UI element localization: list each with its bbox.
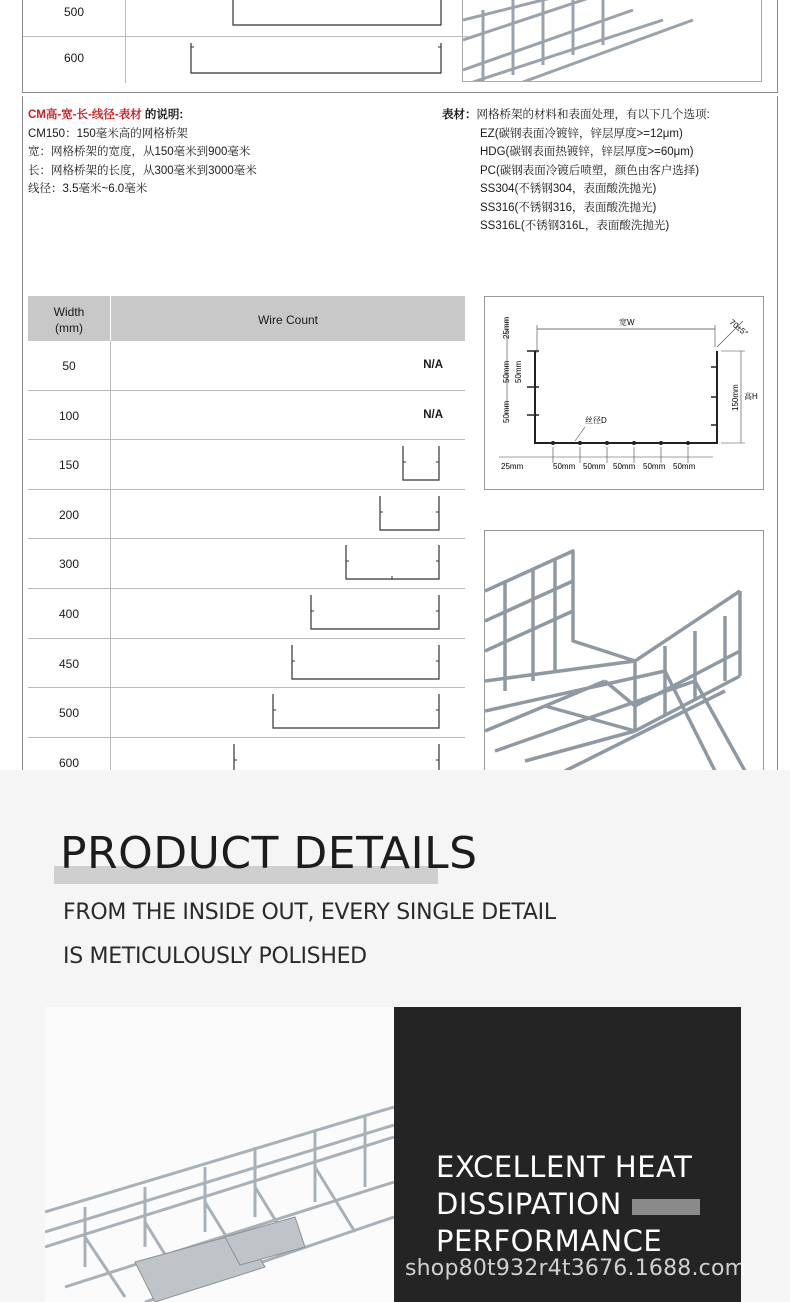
- detail-photo: [45, 1007, 394, 1302]
- mesh-tray-image: [484, 530, 764, 770]
- material-option: SS316L(不锈钢316L，表面酸洗抛光): [480, 220, 670, 232]
- note-line: 宽：网格桥架的宽度，从150毫米到900毫米: [28, 146, 251, 158]
- width-cell: 100: [58, 408, 80, 423]
- angle-label: 70±5°: [727, 317, 750, 338]
- dim-bottom-50mm: 50mm: [613, 462, 636, 471]
- width-cell: 300: [58, 557, 80, 572]
- wire-count-cell: N/A: [423, 408, 443, 421]
- tray-profile-200: [28, 490, 465, 538]
- code-heading: [28, 106, 257, 125]
- dim-bottom-25mm: 25mm: [501, 462, 524, 471]
- width-cell: 150: [58, 458, 80, 473]
- note-line: 长：网格桥架的长度，从300毫米到3000毫米: [28, 164, 257, 177]
- dim-150mm: 150mm: [731, 384, 740, 411]
- width-cell: 450: [58, 656, 80, 671]
- width-header: [28, 304, 110, 336]
- width-cell: 500: [58, 706, 80, 721]
- dim-bottom-50mm: 50mm: [643, 462, 666, 471]
- table-header: [28, 296, 465, 341]
- wire-count-cell: N/A: [423, 359, 443, 371]
- tray-profile-150: [28, 440, 465, 488]
- mesh-tray-image-top: [462, 0, 762, 82]
- tray-profile-450: [28, 639, 465, 687]
- dim-bottom-50mm: 50mm: [673, 462, 696, 471]
- note-line: CM150：150毫米高的网格桥架: [28, 127, 188, 140]
- note-line: 线径：3.5毫米~6.0毫米: [28, 183, 148, 195]
- height-label: 高H: [744, 392, 758, 401]
- feature-line-1: EXCELLENT HEAT: [436, 1150, 693, 1184]
- tray-profile-500: [28, 688, 465, 736]
- width-cell: 500: [63, 5, 85, 19]
- width-label: 宽W: [619, 318, 635, 327]
- width-header-unit: (mm): [55, 321, 83, 335]
- material-option: HDG(碳钢表面热镀锌，锌层厚度>=60μm): [480, 146, 694, 158]
- shop-watermark: shop80t932r4t3676.1688.com: [405, 1256, 747, 1281]
- material-label: 表材：: [442, 109, 477, 121]
- feature-line-2: DISSIPATION: [436, 1187, 622, 1221]
- table-row: [28, 391, 465, 441]
- table-row: [28, 539, 465, 589]
- material-option: SS316(不锈钢316，表面酸洗抛光): [480, 201, 657, 214]
- section-subtitle-line2: IS METICULOUSLY POLISHED: [63, 944, 367, 969]
- tray-profile-600: [28, 738, 465, 770]
- material-notes: [442, 106, 710, 232]
- width-cell: 600: [58, 755, 80, 770]
- code-notes: [28, 106, 257, 199]
- material-option: PC(碳钢表面冷镀后喷塑，颜色由客户选择): [480, 164, 700, 177]
- section-subtitle-line1: FROM THE INSIDE OUT, EVERY SINGLE DETAIL: [63, 900, 556, 925]
- dim-bottom-50mm: 50mm: [553, 462, 576, 471]
- dim-bottom-50mm: 50mm: [583, 462, 606, 471]
- width-spec-table: [28, 296, 465, 770]
- dimension-diagram: [484, 296, 764, 490]
- table-row: [28, 440, 465, 490]
- dim-50mm-c: 50mm: [502, 400, 511, 423]
- table-row: [23, 0, 468, 37]
- material-option: EZ(碳钢表面冷镀锌，锌层厚度>=12μm): [480, 127, 683, 140]
- table-row: [28, 639, 465, 689]
- table-row: [28, 341, 465, 391]
- code-label-suffix: 的说明:: [141, 109, 184, 121]
- wire-diameter-label: 丝径D: [585, 416, 607, 425]
- table-row: [28, 688, 465, 738]
- table-row: [28, 589, 465, 639]
- width-cell: 50: [62, 359, 76, 373]
- material-intro: 网格桥架的材料和表面处理，有以下几个选项:: [476, 109, 710, 121]
- width-cell: 600: [63, 51, 85, 65]
- dim-25mm-top: 25mm: [502, 316, 511, 339]
- tray-profile-400: [28, 589, 465, 637]
- width-cell: 400: [58, 606, 80, 621]
- material-option: SS304(不锈钢304，表面酸洗抛光): [480, 183, 657, 195]
- dim-50mm-a: 50mm: [502, 360, 511, 383]
- table-row: [23, 36, 468, 83]
- section-title: PRODUCT DETAILS: [60, 828, 478, 879]
- width-cell: 200: [58, 507, 80, 522]
- table-row: [28, 490, 465, 540]
- feature-accent-bar: [632, 1199, 700, 1215]
- wire-count-header: Wire Count: [257, 313, 319, 327]
- dim-50mm-b: 50mm: [514, 360, 523, 383]
- feature-line-3: PERFORMANCE: [436, 1224, 663, 1258]
- tray-profile-300: [28, 539, 465, 587]
- code-label: CM高-宽-长-线径-表材: [28, 109, 142, 121]
- table-row: [28, 738, 465, 770]
- width-header-label: Width: [53, 305, 85, 319]
